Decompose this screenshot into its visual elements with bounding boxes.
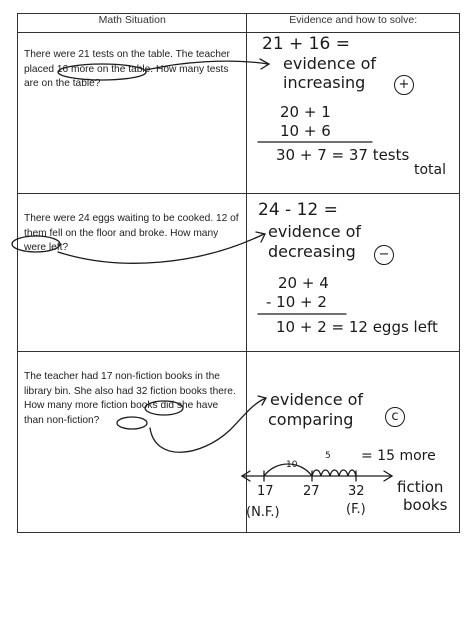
difference-text: = 15 more [361,448,436,464]
fiction-label: fiction [397,478,444,496]
jump-label: 10 [286,460,298,470]
table-row [18,352,460,533]
situation-text: The teacher had 17 non-fiction books in the library bin. She also had 32 fiction books there. How many more fiction books did she have than non-fiction? [24,371,236,426]
evidence-label: evidence of [270,390,364,409]
evidence-label: evidence of [268,222,362,241]
situation-cell [18,33,247,194]
work-line: 10 + 6 [280,122,331,140]
situation-text: There were 24 eggs waiting to be cooked. 12 of them fell on the floor and broke. How many were left? [24,213,239,253]
jump-label: 5 [325,451,331,461]
fiction-label: books [403,496,448,514]
situation-text: There were 21 tests on the table. The teacher placed 16 more on the table. How many tests are on the table? [24,49,230,89]
nonfiction-label: (N.F.) [246,505,280,520]
situation-cell [18,194,247,352]
evidence-label: evidence of [283,54,377,73]
header-evidence: Evidence and how to solve: [247,14,460,33]
result-text: 30 + 7 = 37 tests [276,146,410,164]
evidence-type: increasing [283,73,366,92]
situation-cell [18,352,247,533]
header-math-situation: Math Situation [18,14,247,33]
compare-symbol: c [385,407,405,427]
equation-text: 21 + 16 = [262,34,350,54]
plus-symbol: + [394,75,414,95]
equation-text: 24 - 12 = [258,200,338,220]
fiction-marker: (F.) [346,502,366,517]
minus-symbol: − [374,245,394,265]
work-line: 20 + 4 [278,274,329,292]
work-line: - 10 + 2 [266,293,327,311]
work-line: 20 + 1 [280,103,331,121]
evidence-type: decreasing [268,242,356,261]
tick-label: 27 [303,484,320,499]
tick-label: 32 [348,484,365,499]
tick-label: 17 [257,484,274,499]
result-text: 10 + 2 = 12 eggs left [276,318,438,336]
evidence-type: comparing [268,410,354,429]
result-tail: total [414,162,447,178]
table-row [18,33,460,194]
